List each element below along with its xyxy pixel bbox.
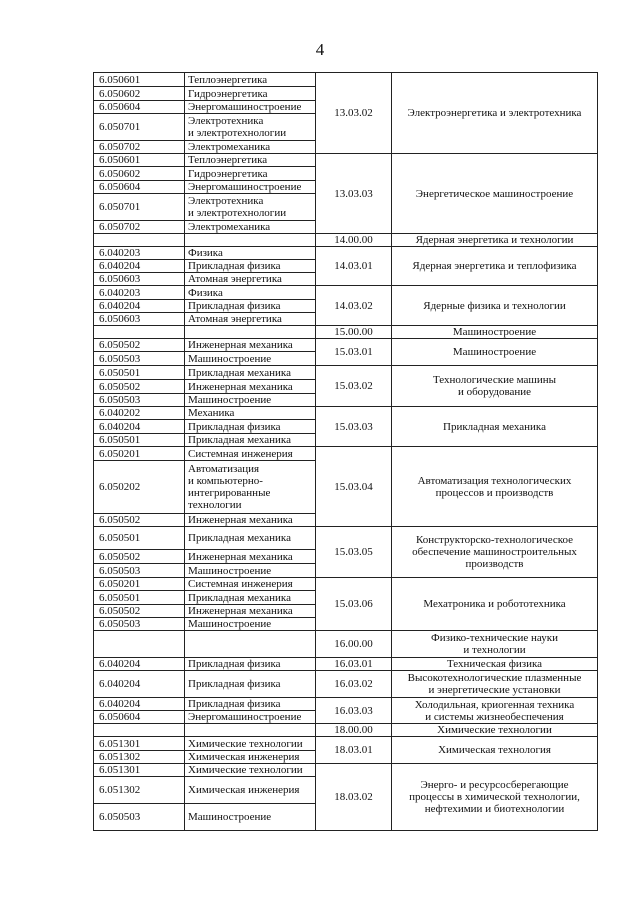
old-name-line: Инженерная механика — [188, 550, 293, 563]
old-code-cell: 6.050501 — [94, 591, 185, 605]
old-name-cell — [185, 618, 316, 631]
new-name-line: Высокотехнологические плазменные — [407, 672, 582, 684]
old-name-line: Инженерная механика — [188, 605, 293, 617]
new-code-cell: 15.03.04 — [316, 447, 392, 527]
old-code-cell: 6.051302 — [94, 777, 185, 804]
new-name-line: Ядерная энергетика и теплофизика — [412, 260, 577, 272]
old-code-cell: 6.050502 — [94, 339, 185, 352]
old-code-cell: 6.040204 — [94, 698, 185, 711]
new-code-cell: 15.03.05 — [316, 527, 392, 578]
new-name-line: и энергетические установки — [428, 684, 561, 696]
new-name-cell — [392, 339, 598, 366]
old-code-cell: 6.040204 — [94, 420, 185, 434]
new-name-line: и системы жизнеобеспечения — [425, 710, 564, 723]
old-code-cell: 6.050201 — [94, 447, 185, 461]
new-code-cell: 15.00.00 — [316, 326, 392, 339]
old-name-line: Инженерная механика — [188, 380, 293, 393]
old-code-cell: 6.050202 — [94, 461, 185, 514]
new-name-cell — [392, 527, 598, 578]
new-name-line: Химические технологии — [437, 724, 552, 736]
old-code-cell: 6.050503 — [94, 564, 185, 578]
new-name-cell — [392, 366, 598, 407]
new-code-cell: 15.03.01 — [316, 339, 392, 366]
old-name-cell — [185, 167, 316, 181]
table-row — [94, 698, 598, 711]
old-name-line: Прикладная физика — [188, 678, 281, 690]
old-name-cell — [185, 564, 316, 578]
new-code-cell: 16.00.00 — [316, 631, 392, 658]
old-name-line: Прикладная физика — [188, 300, 281, 312]
old-name-line: интегрированные — [188, 487, 271, 499]
page-number: 4 — [315, 40, 325, 59]
old-name-line: Машиностроение — [188, 564, 272, 577]
old-code-cell: 6.040204 — [94, 260, 185, 273]
new-code-cell: 18.00.00 — [316, 724, 392, 737]
old-code-cell — [94, 326, 185, 339]
old-code-cell: 6.051301 — [94, 737, 185, 751]
old-code-cell: 6.050604 — [94, 181, 185, 194]
old-code-cell: 6.050602 — [94, 167, 185, 181]
new-name-line: Электроэнергетика и электротехника — [407, 107, 582, 119]
old-name-cell — [185, 461, 316, 514]
new-name-cell — [392, 724, 598, 737]
table-row — [94, 658, 598, 671]
old-code-cell: 6.040204 — [94, 658, 185, 671]
old-code-cell: 6.040204 — [94, 671, 185, 698]
new-name-line: Ядерная энергетика и технологии — [415, 234, 574, 246]
old-code-cell: 6.040204 — [94, 300, 185, 313]
new-name-cell — [392, 247, 598, 286]
old-name-line: Автоматизация — [188, 463, 260, 475]
old-name-cell — [185, 247, 316, 260]
table-row — [94, 366, 598, 380]
old-code-cell — [94, 631, 185, 658]
new-name-cell — [392, 737, 598, 764]
old-name-line: Энергомашиностроение — [188, 101, 302, 113]
table-row — [94, 527, 598, 550]
table-row — [94, 73, 598, 87]
new-code-cell: 15.03.06 — [316, 578, 392, 631]
old-code-cell: 6.050702 — [94, 221, 185, 234]
new-name-cell — [392, 764, 598, 831]
new-name-line: нефтехимии и биотехнологии — [424, 803, 565, 815]
old-name-line: технологии — [188, 499, 242, 511]
old-code-cell: 6.050502 — [94, 514, 185, 527]
new-name-cell — [392, 234, 598, 247]
old-name-line: Гидроэнергетика — [188, 87, 268, 100]
old-code-cell: 6.050502 — [94, 550, 185, 564]
table-row — [94, 671, 598, 698]
new-name-cell — [392, 286, 598, 326]
new-code-cell: 13.03.03 — [316, 154, 392, 234]
old-code-cell: 6.040203 — [94, 286, 185, 300]
new-name-line: Машиностроение — [452, 346, 537, 358]
old-code-cell: 6.051301 — [94, 764, 185, 777]
old-code-cell: 6.050501 — [94, 434, 185, 447]
old-name-cell — [185, 591, 316, 605]
old-name-line: Инженерная механика — [188, 339, 293, 351]
old-code-cell — [94, 724, 185, 737]
old-name-cell — [185, 698, 316, 711]
table-row — [94, 631, 598, 658]
old-name-line: Химическая инженерия — [188, 751, 300, 763]
old-name-cell — [185, 527, 316, 550]
old-code-cell: 6.050502 — [94, 605, 185, 618]
old-name-line: Механика — [188, 407, 235, 419]
old-code-cell: 6.050503 — [94, 394, 185, 407]
old-name-line: Прикладная физика — [188, 658, 281, 670]
new-name-cell — [392, 326, 598, 339]
table-row — [94, 326, 598, 339]
old-name-cell — [185, 352, 316, 366]
old-name-cell — [185, 286, 316, 300]
old-name-line: Прикладная механика — [188, 591, 291, 604]
old-name-cell — [185, 671, 316, 698]
old-name-cell — [185, 420, 316, 434]
old-name-line: Прикладная физика — [188, 420, 281, 433]
old-name-cell — [185, 764, 316, 777]
old-name-line: Физика — [188, 247, 223, 259]
old-name-line: Химическая инженерия — [188, 784, 300, 796]
new-name-cell — [392, 698, 598, 724]
new-name-cell — [392, 671, 598, 698]
new-name-cell — [392, 407, 598, 447]
old-name-line: Прикладная физика — [188, 698, 281, 710]
new-name-line: процессы в химической технологии, — [409, 791, 580, 803]
old-name-cell — [185, 300, 316, 313]
old-code-cell: 6.050502 — [94, 380, 185, 394]
old-name-cell — [185, 114, 316, 141]
old-name-line: Атомная энергетика — [188, 273, 282, 285]
old-name-cell — [185, 724, 316, 737]
new-code-cell: 14.03.02 — [316, 286, 392, 326]
specialties-table — [93, 72, 598, 831]
old-code-cell: 6.050503 — [94, 352, 185, 366]
old-name-cell — [185, 326, 316, 339]
old-name-line: Атомная энергетика — [188, 313, 282, 325]
old-code-cell: 6.050601 — [94, 154, 185, 167]
old-name-line: Химические технологии — [188, 737, 303, 750]
new-name-line: обеспечение машиностроительных — [412, 546, 577, 558]
table-row — [94, 407, 598, 420]
new-code-cell: 13.03.02 — [316, 73, 392, 154]
old-name-line: Электромеханика — [188, 141, 271, 153]
old-name-line: Электротехника — [188, 115, 264, 127]
new-code-cell: 18.03.01 — [316, 737, 392, 764]
old-name-cell — [185, 804, 316, 831]
old-name-line: Машиностроение — [188, 618, 272, 630]
old-code-cell: 6.050501 — [94, 366, 185, 380]
new-name-line: Технологические машины — [432, 374, 556, 386]
old-name-cell — [185, 366, 316, 380]
old-name-line: Электротехника — [188, 195, 264, 207]
old-name-cell — [185, 339, 316, 352]
old-code-cell: 6.050603 — [94, 273, 185, 286]
table-row — [94, 339, 598, 352]
new-name-line: Холодильная, криогенная техника — [414, 698, 575, 711]
old-code-cell: 6.050501 — [94, 527, 185, 550]
old-name-cell — [185, 578, 316, 591]
new-code-cell: 16.03.03 — [316, 698, 392, 724]
new-code-cell: 15.03.03 — [316, 407, 392, 447]
new-code-cell: 14.00.00 — [316, 234, 392, 247]
old-name-cell — [185, 407, 316, 420]
table-row — [94, 764, 598, 777]
old-code-cell: 6.050702 — [94, 141, 185, 154]
old-name-line: и компьютерно- — [188, 475, 263, 487]
new-name-line: Автоматизация технологических — [417, 474, 572, 487]
new-code-cell: 15.03.02 — [316, 366, 392, 407]
old-name-cell — [185, 434, 316, 447]
old-code-cell: 6.051302 — [94, 751, 185, 764]
new-name-cell — [392, 73, 598, 154]
old-code-cell: 6.050601 — [94, 73, 185, 87]
old-name-cell — [185, 658, 316, 671]
old-name-line: Системная инженерия — [188, 447, 293, 460]
old-name-line: и электротехнологии — [188, 127, 287, 139]
old-name-cell — [185, 605, 316, 618]
old-name-cell — [185, 777, 316, 804]
old-name-cell — [185, 181, 316, 194]
new-code-cell: 16.03.01 — [316, 658, 392, 671]
old-code-cell: 6.050604 — [94, 101, 185, 114]
old-name-line: Химические технологии — [188, 764, 303, 776]
old-code-cell: 6.050602 — [94, 87, 185, 101]
old-name-cell — [185, 141, 316, 154]
new-code-cell: 14.03.01 — [316, 247, 392, 286]
new-name-line: и технологии — [463, 644, 526, 656]
old-name-line: Прикладная механика — [188, 366, 291, 379]
table-row — [94, 286, 598, 300]
table-row — [94, 154, 598, 167]
old-name-cell — [185, 234, 316, 247]
old-name-cell — [185, 380, 316, 394]
old-name-line: Машиностроение — [188, 352, 272, 365]
old-code-cell: 6.050503 — [94, 804, 185, 831]
old-name-cell — [185, 751, 316, 764]
old-name-cell — [185, 737, 316, 751]
old-name-cell — [185, 273, 316, 286]
new-name-cell — [392, 631, 598, 658]
new-name-line: Энерго- и ресурсосберегающие — [420, 779, 569, 791]
new-name-cell — [392, 154, 598, 234]
new-name-line: Химическая технология — [438, 744, 551, 756]
old-name-line: Энергомашиностроение — [188, 181, 302, 193]
old-name-line: Электромеханика — [188, 221, 271, 233]
old-name-line: Теплоэнергетика — [188, 154, 268, 166]
new-name-cell — [392, 658, 598, 671]
new-name-cell — [392, 578, 598, 631]
new-name-line: Ядерные физика и технологии — [423, 299, 566, 312]
old-name-line: Машиностроение — [188, 811, 272, 823]
old-code-cell: 6.050701 — [94, 194, 185, 221]
old-name-line: Прикладная механика — [188, 532, 291, 544]
old-name-line: Физика — [188, 286, 223, 299]
old-code-cell: 6.040203 — [94, 247, 185, 260]
old-code-cell: 6.040202 — [94, 407, 185, 420]
old-name-cell — [185, 631, 316, 658]
old-name-cell — [185, 221, 316, 234]
new-name-line: Физико-технические науки — [431, 632, 558, 644]
new-name-line: процессов и производств — [435, 486, 554, 499]
old-name-cell — [185, 101, 316, 114]
table-row — [94, 724, 598, 737]
new-code-cell: 16.03.02 — [316, 671, 392, 698]
table-body — [94, 73, 598, 831]
old-name-cell — [185, 260, 316, 273]
old-name-line: и электротехнологии — [188, 207, 287, 219]
old-name-cell — [185, 550, 316, 564]
new-name-line: Машиностроение — [452, 326, 537, 338]
old-code-cell: 6.050503 — [94, 618, 185, 631]
old-code-cell: 6.050603 — [94, 313, 185, 326]
table-row — [94, 234, 598, 247]
old-name-cell — [185, 87, 316, 101]
old-name-line: Энергомашиностроение — [188, 711, 302, 723]
old-code-cell: 6.050701 — [94, 114, 185, 141]
table-row — [94, 578, 598, 591]
old-name-cell — [185, 313, 316, 326]
new-name-line: Энергетическое машиностроение — [415, 187, 574, 200]
old-name-line: Инженерная механика — [188, 514, 293, 526]
old-name-cell — [185, 447, 316, 461]
old-code-cell: 6.050201 — [94, 578, 185, 591]
new-name-line: Техническая физика — [446, 658, 543, 670]
old-name-line: Гидроэнергетика — [188, 167, 268, 180]
old-name-cell — [185, 394, 316, 407]
old-name-cell — [185, 514, 316, 527]
new-name-line: Прикладная механика — [443, 420, 546, 433]
new-code-cell: 18.03.02 — [316, 764, 392, 831]
new-name-line: Мехатроника и робототехника — [423, 598, 566, 610]
table-row — [94, 737, 598, 751]
old-name-cell — [185, 194, 316, 221]
old-name-cell — [185, 154, 316, 167]
new-name-line: производств — [465, 558, 524, 570]
new-name-line: и оборудование — [457, 386, 532, 398]
table-row — [94, 447, 598, 461]
table-row — [94, 247, 598, 260]
old-name-line: Прикладная физика — [188, 260, 281, 272]
old-code-cell: 6.050604 — [94, 711, 185, 724]
old-name-line: Прикладная механика — [188, 434, 291, 446]
new-name-line: Конструкторско-технологическое — [415, 534, 574, 546]
old-name-line: Машиностроение — [188, 394, 272, 406]
old-name-cell — [185, 711, 316, 724]
new-name-cell — [392, 447, 598, 527]
old-code-cell — [94, 234, 185, 247]
old-name-cell — [185, 73, 316, 87]
old-name-line: Системная инженерия — [188, 578, 293, 590]
old-name-line: Теплоэнергетика — [188, 73, 268, 86]
